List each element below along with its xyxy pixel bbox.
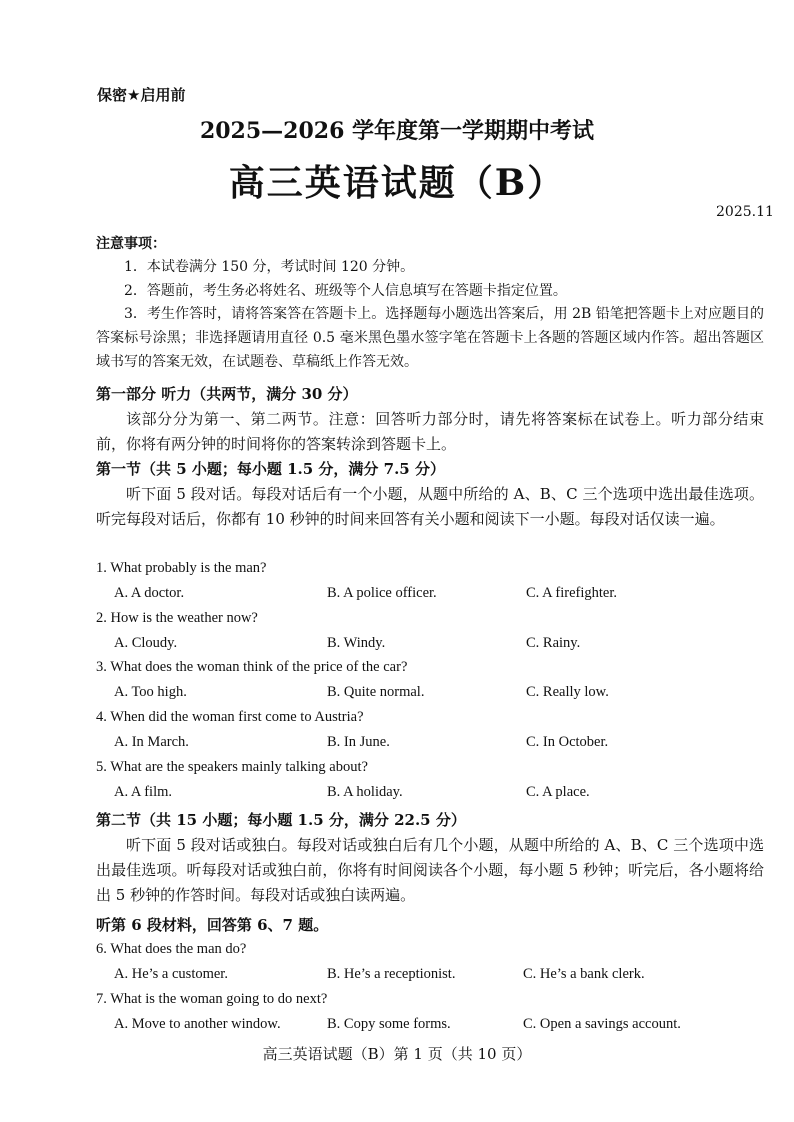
paper-title: 高三英语试题（B）: [228, 162, 566, 204]
question-3-option-c: C. Really low.: [526, 684, 609, 700]
exam-date: 2025.11: [716, 204, 774, 220]
part1-heading: 第一部分 听力（共两节，满分 30 分）: [96, 385, 358, 403]
question-5-option-c: C. A place.: [526, 784, 590, 800]
question-7-stem: 7. What is the woman going to do next?: [96, 991, 328, 1007]
section2-description: 听下面 5 段对话或独白。每段对话或独白后有几个小题，从题中所给的 A、B、C 三个选项中选出最佳选项。听每段对话或独白前，你将有时间阅读各个小题，每小题 5 秒钟；听完后，各小题将给出 5 秒钟的作答时间。每段对话或独白读两遍。: [96, 836, 764, 904]
question-7-option-b: B. Copy some forms.: [327, 1016, 451, 1032]
material-6-heading: 听第 6 段材料，回答第 6、7 题。: [96, 916, 329, 934]
question-6-stem: 6. What does the man do?: [96, 941, 247, 957]
notice-item-2: 2．答题前，考生务必将姓名、班级等个人信息填写在答题卡指定位置。: [124, 283, 567, 299]
question-3-option-b: B. Quite normal.: [327, 684, 425, 700]
question-4-stem: 4. When did the woman first come to Austria?: [96, 709, 364, 725]
question-1-option-c: C. A firefighter.: [526, 585, 618, 601]
question-7-option-a: A. Move to another window.: [114, 1016, 281, 1032]
question-7-option-c: C. Open a savings account.: [523, 1016, 681, 1032]
notice-item-1: 1．本试卷满分 150 分，考试时间 120 分钟。: [124, 259, 415, 275]
section2-heading: 第二节（共 15 小题；每小题 1.5 分，满分 22.5 分）: [96, 811, 466, 829]
question-2-option-b: B. Windy.: [327, 635, 386, 651]
part1-description: 该部分分为第一、第二两节。注意：回答听力部分时，请先将答案标在试卷上。听力部分结束前，你将有两分钟的时间将你的答案转涂到答题卡上。: [96, 410, 764, 453]
confidential-label: 保密★启用前: [97, 86, 186, 104]
question-6-option-c: C. He’s a bank clerk.: [523, 966, 645, 982]
page-footer: 高三英语试题（B）第 1 页（共 10 页）: [262, 1045, 532, 1063]
question-5-option-a: A. A film.: [114, 784, 173, 800]
section1-description: 听下面 5 段对话。每段对话后有一个小题，从题中所给的 A、B、C 三个选项中选出最佳选项。听完每段对话后，你都有 10 秒钟的时间来回答有关小题和阅读下一小题。每段对话仅读一遍。: [96, 485, 764, 528]
question-4-option-a: A. In March.: [114, 734, 189, 750]
question-4-option-c: C. In October.: [526, 734, 609, 750]
question-5-option-b: B. A holiday.: [327, 784, 403, 800]
question-3-stem: 3. What does the woman think of the price of the car?: [96, 659, 408, 675]
notice-heading: 注意事项：: [96, 236, 166, 252]
question-1-option-b: B. A police officer.: [327, 585, 437, 601]
question-5-stem: 5. What are the speakers mainly talking about?: [96, 759, 368, 775]
question-3-option-a: A. Too high.: [114, 684, 187, 700]
question-1-option-a: A. A doctor.: [114, 585, 185, 601]
question-4-option-b: B. In June.: [327, 734, 390, 750]
section1-heading: 第一节（共 5 小题；每小题 1.5 分，满分 7.5 分）: [96, 460, 445, 478]
question-6-option-a: A. He’s a customer.: [114, 966, 228, 982]
question-2-stem: 2. How is the weather now?: [96, 610, 258, 626]
question-6-option-b: B. He’s a receptionist.: [327, 966, 456, 982]
question-2-option-c: C. Rainy.: [526, 635, 581, 651]
question-1-stem: 1. What probably is the man?: [96, 560, 267, 576]
question-2-option-a: A. Cloudy.: [114, 635, 178, 651]
exam-title: 2025—2026 学年度第一学期期中考试: [199, 118, 595, 144]
notice-item-3: 3．考生作答时，请将答案答在答题卡上。选择题每小题选出答案后，用 2B 铅笔把答题卡上对应题目的答案标号涂黑；非选择题请用直径 0.5 毫米黑色墨水签字笔在答题卡上各题的答题区域内作答。超出答题区域书写的答案无效，在试题卷、草稿纸上作答无效。: [96, 306, 764, 370]
